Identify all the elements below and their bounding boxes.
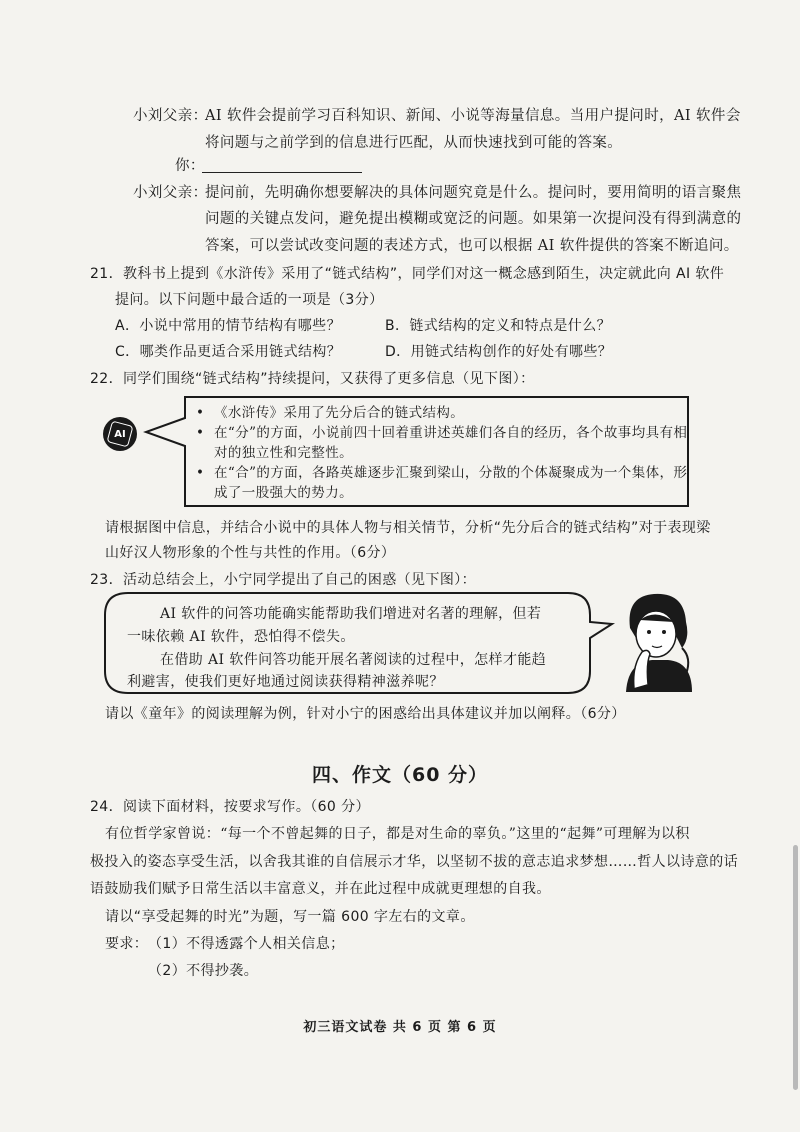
q23-bubble-line-4: 利避害，使我们更好地通过阅读获得精神滋养呢？	[127, 674, 444, 690]
q21-option-d[interactable]: D．用链式结构创作的好处有哪些？	[385, 344, 613, 360]
q22-task-line-2: 山好汉人物形象的个性与共性的作用。（6分）	[105, 545, 396, 561]
q24-prompt: 请以“享受起舞的时光”为题，写一篇 600 字左右的文章。	[105, 909, 475, 925]
bullet-1: •	[196, 405, 205, 421]
q24-material-line-1: 有位哲学家曾说：“每一个不曾起舞的日子，都是对生命的辜负。”这里的“起舞”可理解为以积	[105, 826, 690, 842]
q22-info-line-5: 成了一股强大的势力。	[214, 485, 353, 501]
father-line-2: 将问题与之前学到的信息进行匹配，从而快速找到可能的答案。	[205, 135, 623, 151]
q24-stem: 24．阅读下面材料，按要求写作。（60 分）	[90, 799, 370, 815]
scrollbar[interactable]	[793, 845, 798, 1090]
q23-bubble-line-3: 在借助 AI 软件问答功能开展名著阅读的过程中，怎样才能趋	[160, 652, 547, 668]
q24-requirement-2: （2）不得抄袭。	[148, 963, 259, 979]
q24-material-line-3: 语鼓励我们赋予日常生活以丰富意义，并在此过程中成就更理想的自我。	[90, 881, 551, 897]
q24-requirements-label: 要求：	[105, 936, 149, 952]
q23-bubble-line-2: 一味依赖 AI 软件，恐怕得不偿失。	[127, 629, 355, 645]
q22-info-line-3: 对的独立性和完整性。	[214, 445, 353, 461]
section-heading: 四、作文（60 分）	[311, 764, 489, 786]
q22-info-line-2: 在“分”的方面，小说前四十回着重讲述英雄们各自的经历，各个故事均具有相	[214, 425, 688, 441]
q24-material-line-2: 极投入的姿态享受生活，以舍我其谁的自信展示才华，以坚韧不拔的意志追求梦想……哲人以诗意的话	[90, 854, 738, 870]
q22-task-line-1: 请根据图中信息，并结合小说中的具体人物与相关情节，分析“先分后合的链式结构”对于表现梁	[105, 520, 711, 536]
father2-line-3: 答案，可以尝试改变问题的表述方式，也可以根据 AI 软件提供的答案不断追问。	[205, 238, 739, 254]
father-label: 小刘父亲：	[133, 108, 208, 124]
q22-info-line-1: 《水浒传》采用了先分后合的链式结构。	[214, 405, 465, 421]
q24-requirement-1: （1）不得透露个人相关信息；	[148, 936, 345, 952]
q21-option-b[interactable]: B．链式结构的定义和特点是什么？	[385, 318, 612, 334]
q21-stem-line-1: 21．教科书上提到《水浒传》采用了“链式结构”，同学们对这一概念感到陌生，决定就此向 AI 软件	[90, 266, 725, 282]
ai-logo-icon: AI	[103, 417, 137, 451]
bullet-2: •	[196, 425, 205, 441]
q21-stem-line-2: 提问。以下问题中最合适的一项是（3分）	[115, 292, 384, 308]
q21-option-c[interactable]: C．哪类作品更适合采用链式结构？	[115, 344, 342, 360]
father2-line-2: 问题的关键点发问，避免提出模糊或宽泛的问题。如果第一次提问没有得到满意的	[205, 211, 742, 227]
thinking-girl-illustration	[612, 588, 702, 693]
father2-label: 小刘父亲：	[133, 185, 208, 201]
q22-info-line-4: 在“合”的方面，各路英雄逐步汇聚到梁山，分散的个体凝聚成为一个集体，形	[214, 465, 688, 481]
q21-option-a[interactable]: A．小说中常用的情节结构有哪些？	[115, 318, 341, 334]
q22-stem: 22．同学们围绕“链式结构”持续提问，又获得了更多信息（见下图）：	[90, 371, 535, 387]
q23-stem: 23．活动总结会上，小宁同学提出了自己的困惑（见下图）：	[90, 572, 477, 588]
father-line-1: AI 软件会提前学习百科知识、新闻、小说等海量信息。当用户提问时，AI 软件会	[205, 108, 741, 124]
q23-task: 请以《童年》的阅读理解为例，针对小宁的困惑给出具体建议并加以阐释。（6分）	[105, 706, 626, 722]
page-footer: 初三语文试卷 共 6 页 第 6 页	[303, 1020, 497, 1035]
bullet-3: •	[196, 465, 205, 481]
father2-line-1: 提问前，先明确你想要解决的具体问题究竟是什么。提问时，要用简明的语言聚焦	[205, 185, 742, 201]
q23-bubble-line-1: AI 软件的问答功能确实能帮助我们增进对名著的理解，但若	[160, 606, 542, 622]
you-label: 你：	[175, 158, 205, 174]
